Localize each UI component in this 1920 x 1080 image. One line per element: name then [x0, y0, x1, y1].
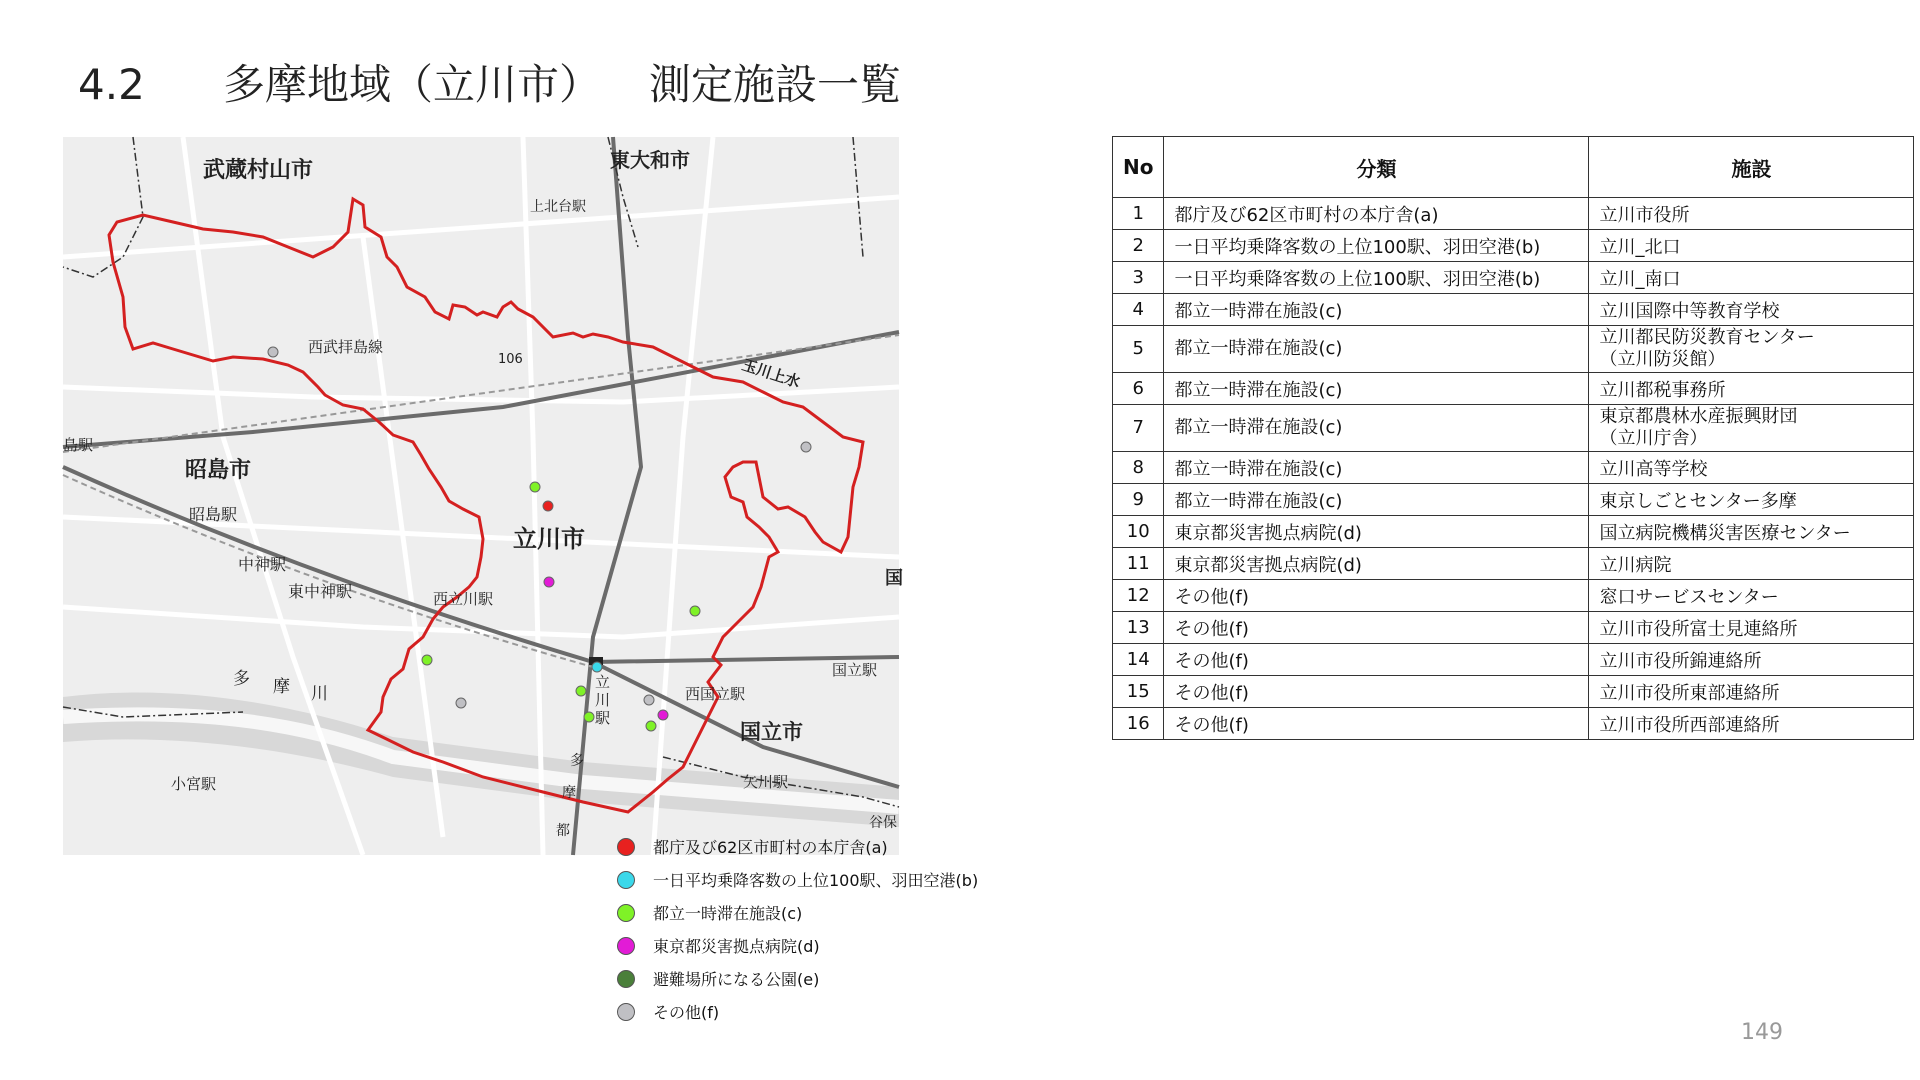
cell-no: 7 [1113, 405, 1164, 452]
label-route106: 106 [498, 352, 523, 367]
cell-no: 14 [1113, 644, 1164, 676]
cell-facility: 立川病院 [1589, 548, 1914, 580]
page-title [78, 52, 901, 112]
map-legend [617, 830, 978, 1028]
label-nishitachikawa-station: 西立川駅 [433, 590, 494, 608]
table-row [1113, 198, 1914, 230]
label-tachikawa-city: 立川市 [513, 525, 585, 553]
legend-item-d [617, 929, 978, 962]
cell-category: 都立一時滞在施設(c) [1164, 484, 1589, 516]
label-tama-road-1: 多 [570, 753, 584, 769]
label-tamagawa-3: 川 [311, 684, 328, 704]
marker-other [801, 442, 811, 452]
cell-facility: 立川国際中等教育学校 [1589, 294, 1914, 326]
legend-item-f [617, 995, 978, 1028]
cell-facility: 立川_南口 [1589, 262, 1914, 294]
table-row [1113, 405, 1914, 452]
cell-facility: 東京しごとセンター多摩 [1589, 484, 1914, 516]
legend-dot-icon [617, 904, 635, 922]
cell-no: 10 [1113, 516, 1164, 548]
label-kunitachi-city: 国立市 [740, 720, 803, 744]
legend-item-c [617, 896, 978, 929]
marker-temporary-stay [690, 606, 700, 616]
cell-facility: 窓口サービスセンター [1589, 580, 1914, 612]
cell-category: その他(f) [1164, 580, 1589, 612]
marker-temporary-stay [584, 712, 594, 722]
cell-category: 都立一時滞在施設(c) [1164, 452, 1589, 484]
label-tamagawa-2: 摩 [273, 677, 290, 697]
cell-category: その他(f) [1164, 708, 1589, 740]
section-region: 多摩地域（立川市） [223, 60, 602, 109]
cell-no: 9 [1113, 484, 1164, 516]
table-row [1113, 262, 1914, 294]
marker-disaster-hospital [658, 710, 668, 720]
table-row [1113, 516, 1914, 548]
legend-dot-icon [617, 838, 635, 856]
marker-other [644, 695, 654, 705]
legend-item-b [617, 863, 978, 896]
label-kamikitadai: 上北台駅 [530, 199, 586, 215]
cell-facility: 立川_北口 [1589, 230, 1914, 262]
table-row [1113, 230, 1914, 262]
cell-no: 5 [1113, 326, 1164, 373]
facilities-table [1112, 136, 1914, 740]
marker-disaster-hospital [544, 577, 554, 587]
section-subtitle: 測定施設一覧 [649, 60, 902, 109]
label-kuni-edge: 国 [885, 568, 903, 589]
cell-facility: 東京都農林水産振興財団 （立川庁舎） [1589, 405, 1914, 452]
cell-no: 1 [1113, 198, 1164, 230]
table-row [1113, 294, 1914, 326]
label-akishima-station: 昭島駅 [189, 505, 238, 524]
cell-category: 東京都災害拠点病院(d) [1164, 516, 1589, 548]
cell-category: 都立一時滞在施設(c) [1164, 326, 1589, 373]
label-tama-road-3: 都 [556, 823, 570, 839]
cell-no: 13 [1113, 612, 1164, 644]
table-header-row [1113, 137, 1914, 198]
legend-label: 東京都災害拠点病院(d) [653, 937, 820, 956]
cell-no: 4 [1113, 294, 1164, 326]
legend-label: 一日平均乗降客数の上位100駅、羽田空港(b) [653, 871, 979, 890]
label-yaho: 谷保 [869, 815, 897, 831]
label-akishima-city: 昭島市 [185, 458, 252, 483]
table-row [1113, 708, 1914, 740]
cell-facility: 立川高等学校 [1589, 452, 1914, 484]
legend-dot-icon [617, 1003, 635, 1021]
cell-category: 都庁及び62区市町村の本庁舎(a) [1164, 198, 1589, 230]
marker-temporary-stay [576, 686, 586, 696]
cell-no: 3 [1113, 262, 1164, 294]
legend-dot-icon [617, 937, 635, 955]
cell-category: その他(f) [1164, 644, 1589, 676]
label-tamagawa-josui: 玉川上水 [739, 355, 803, 392]
cell-no: 15 [1113, 676, 1164, 708]
table-row [1113, 548, 1914, 580]
table-row [1113, 452, 1914, 484]
marker-other [456, 698, 466, 708]
marker-city-hall [543, 501, 553, 511]
cell-facility: 立川都民防災教育センター （立川防災館） [1589, 326, 1914, 373]
label-higashiyamato: 東大和市 [610, 148, 690, 172]
label-nakagami-station: 中神駅 [238, 555, 287, 574]
cell-category: その他(f) [1164, 612, 1589, 644]
cell-facility: 立川市役所 [1589, 198, 1914, 230]
table-row [1113, 580, 1914, 612]
label-nishikunitachi-station: 西国立駅 [685, 685, 746, 703]
marker-station [592, 662, 602, 672]
table-row [1113, 644, 1914, 676]
legend-dot-icon [617, 871, 635, 889]
legend-item-e [617, 962, 978, 995]
label-tama-road-2: 摩 [562, 785, 576, 801]
cell-facility: 立川市役所富士見連絡所 [1589, 612, 1914, 644]
cell-facility: 立川市役所西部連絡所 [1589, 708, 1914, 740]
legend-label: 避難場所になる公園(e) [653, 970, 820, 989]
cell-category: 一日平均乗降客数の上位100駅、羽田空港(b) [1164, 230, 1589, 262]
label-tachikawa-st-3: 駅 [595, 709, 611, 727]
cell-facility: 立川市役所錦連絡所 [1589, 644, 1914, 676]
legend-label: 都庁及び62区市町村の本庁舎(a) [653, 838, 888, 857]
table-row [1113, 373, 1914, 405]
marker-temporary-stay [646, 721, 656, 731]
marker-temporary-stay [530, 482, 540, 492]
label-kunitachi-station: 国立駅 [832, 661, 878, 679]
table-row [1113, 484, 1914, 516]
cell-facility: 立川都税事務所 [1589, 373, 1914, 405]
cell-no: 12 [1113, 580, 1164, 612]
label-seibu-haijima: 西武拝島線 [308, 338, 384, 356]
marker-temporary-stay [422, 655, 432, 665]
label-komiya-station: 小宮駅 [171, 775, 217, 793]
cell-no: 2 [1113, 230, 1164, 262]
cell-no: 11 [1113, 548, 1164, 580]
header-category: 分類 [1164, 137, 1589, 198]
table-row [1113, 612, 1914, 644]
marker-other [268, 347, 278, 357]
table-row [1113, 676, 1914, 708]
cell-category: 都立一時滞在施設(c) [1164, 373, 1589, 405]
label-tachikawa-st-1: 立 [595, 673, 611, 691]
cell-no: 6 [1113, 373, 1164, 405]
header-facility: 施設 [1589, 137, 1914, 198]
label-higashinakagami-station: 東中神駅 [288, 582, 353, 601]
cell-no: 16 [1113, 708, 1164, 740]
legend-dot-icon [617, 970, 635, 988]
legend-label: 都立一時滞在施設(c) [653, 904, 803, 923]
cell-category: 東京都災害拠点病院(d) [1164, 548, 1589, 580]
header-no: No [1113, 137, 1164, 198]
legend-label: その他(f) [653, 1003, 720, 1022]
label-tamagawa-1: 多 [233, 669, 250, 689]
label-haijima-station: 島駅 [63, 436, 94, 454]
label-tachikawa-st-2: 川 [595, 691, 611, 709]
cell-no: 8 [1113, 452, 1164, 484]
cell-facility: 国立病院機構災害医療センター [1589, 516, 1914, 548]
label-yagawa-station: 矢川駅 [743, 773, 789, 791]
map-image [63, 137, 903, 855]
cell-facility: 立川市役所東部連絡所 [1589, 676, 1914, 708]
label-musashimurayama: 武蔵村山市 [203, 158, 314, 183]
section-number: 4.2 [78, 60, 145, 109]
cell-category: 都立一時滞在施設(c) [1164, 294, 1589, 326]
cell-category: 都立一時滞在施設(c) [1164, 405, 1589, 452]
cell-category: 一日平均乗降客数の上位100駅、羽田空港(b) [1164, 262, 1589, 294]
map-panel [63, 137, 903, 855]
table-row [1113, 326, 1914, 373]
cell-category: その他(f) [1164, 676, 1589, 708]
page-number: 149 [1741, 1020, 1783, 1045]
legend-item-a [617, 830, 978, 863]
